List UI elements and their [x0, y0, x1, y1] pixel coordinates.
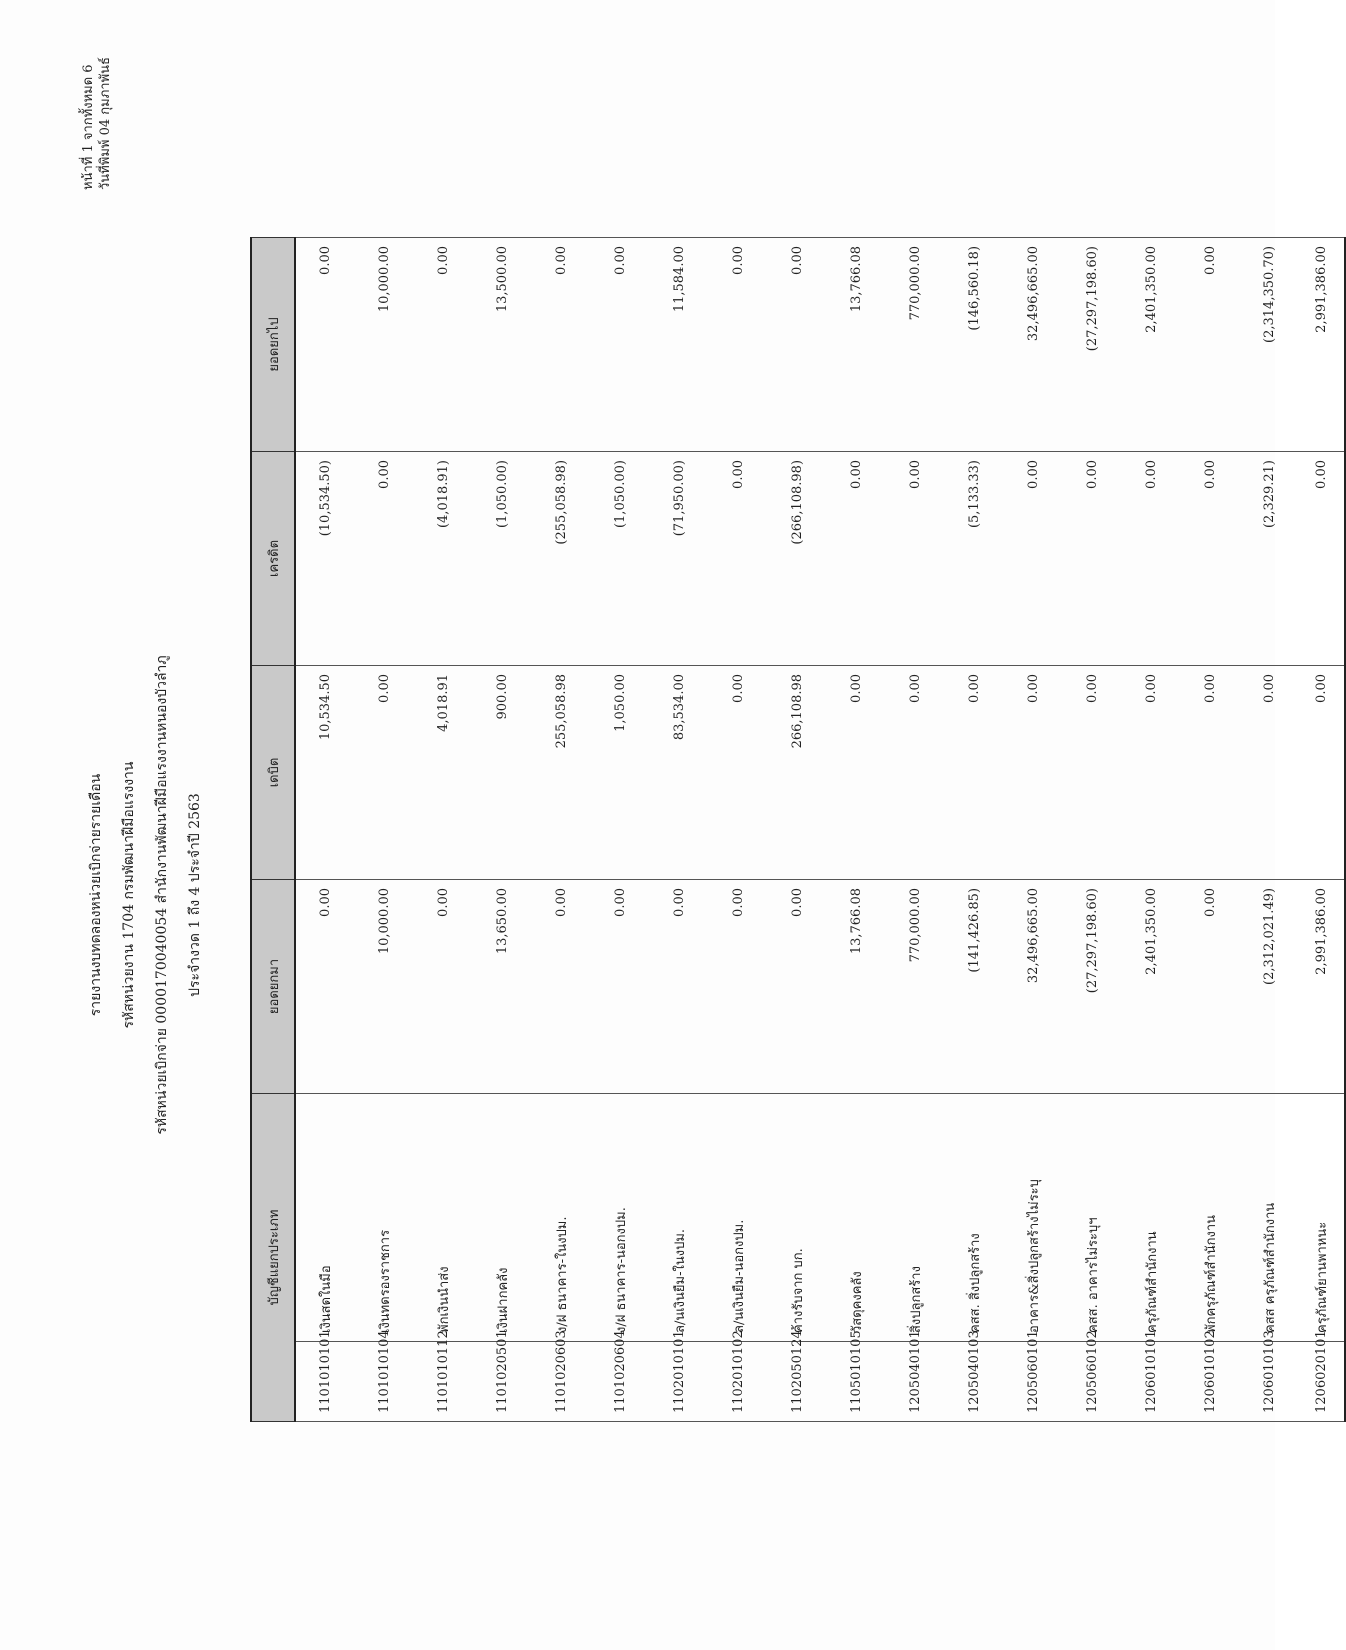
- account-name: ง/ฝ ธนาคาร-นอกงปม.: [591, 1093, 650, 1341]
- credit-amount: 0.00: [1122, 451, 1181, 665]
- account-code: 1206010102: [1181, 1342, 1240, 1422]
- account-name: ครุภัณฑ์สำนักงาน: [1122, 1093, 1181, 1341]
- opening-balance: 10,000.00: [355, 879, 414, 1093]
- print-date-line: วันที่พิมพ์ 04 กุมภาพันธ์: [98, 57, 113, 190]
- credit-amount: 0.00: [709, 451, 768, 665]
- table-row: [1240, 237, 1299, 1421]
- report-header: [80, 420, 212, 1370]
- table-row: [591, 237, 650, 1421]
- closing-balance: 0.00: [1181, 237, 1240, 451]
- header-opening-balance: ยอดยกมา: [251, 879, 295, 1093]
- closing-balance: (2,314,350.70): [1240, 237, 1299, 451]
- credit-amount: 0.00: [886, 451, 945, 665]
- account-code: 1205060102: [1063, 1342, 1122, 1422]
- disbursing-unit-line: รหัสหน่วยเบิกจ่าย 0000170040054 สำนักงานพัฒนาฝีมือแรงงานหนองบัวลำภู: [154, 655, 170, 1135]
- closing-balance: 0.00: [709, 237, 768, 451]
- table-row: [1004, 237, 1063, 1421]
- table-body: [295, 237, 1345, 1421]
- table-row: [1063, 237, 1122, 1421]
- credit-amount: 0.00: [1004, 451, 1063, 665]
- debit-amount: 83,534.00: [650, 665, 709, 879]
- header-debit: เดบิต: [251, 665, 295, 879]
- account-code: 1101010104: [355, 1342, 414, 1422]
- debit-amount: 0.00: [355, 665, 414, 879]
- account-name: คสส ครุภัณฑ์สำนักงาน: [1240, 1093, 1299, 1341]
- closing-balance: 0.00: [532, 237, 591, 451]
- account-name: พักครุภัณฑ์สำนักงาน: [1181, 1093, 1240, 1341]
- table-row: [1122, 237, 1181, 1421]
- page-info: [80, 20, 114, 190]
- account-code: 1101010112: [414, 1342, 473, 1422]
- debit-amount: 0.00: [886, 665, 945, 879]
- closing-balance: (27,297,198.60): [1063, 237, 1122, 451]
- opening-balance: 0.00: [295, 879, 355, 1093]
- header-credit: เครดิต: [251, 451, 295, 665]
- account-code: 1206020101: [1299, 1342, 1345, 1422]
- credit-amount: (266,108.98): [768, 451, 827, 665]
- closing-balance: 770,000.00: [886, 237, 945, 451]
- account-name: ค้างรับจาก บก.: [768, 1093, 827, 1341]
- opening-balance: 0.00: [591, 879, 650, 1093]
- opening-balance: 0.00: [709, 879, 768, 1093]
- debit-amount: 4,018.91: [414, 665, 473, 879]
- debit-amount: 0.00: [1240, 665, 1299, 879]
- account-code: 1205060101: [1004, 1342, 1063, 1422]
- closing-balance: 2,991,386.00: [1299, 237, 1345, 451]
- trial-balance-table: [250, 237, 1346, 1422]
- closing-balance: 13,500.00: [473, 237, 532, 451]
- opening-balance: 0.00: [768, 879, 827, 1093]
- account-name: พักเงินนำส่ง: [414, 1093, 473, 1341]
- opening-balance: 2,401,350.00: [1122, 879, 1181, 1093]
- account-code: 1102010101: [650, 1342, 709, 1422]
- closing-balance: 0.00: [414, 237, 473, 451]
- account-code: 1101020501: [473, 1342, 532, 1422]
- closing-balance: 11,584.00: [650, 237, 709, 451]
- account-name: สิ่งปลูกสร้าง: [886, 1093, 945, 1341]
- header-closing-balance: ยอดยกไป: [251, 237, 295, 451]
- debit-amount: 0.00: [1063, 665, 1122, 879]
- opening-balance: 0.00: [1181, 879, 1240, 1093]
- account-name: เงินสดในมือ: [295, 1093, 355, 1341]
- debit-amount: 0.00: [945, 665, 1004, 879]
- credit-amount: (10,534.50): [295, 451, 355, 665]
- opening-balance: (141,426.85): [945, 879, 1004, 1093]
- account-name: เงินฝากคลัง: [473, 1093, 532, 1341]
- closing-balance: (146,560.18): [945, 237, 1004, 451]
- opening-balance: (27,297,198.60): [1063, 879, 1122, 1093]
- debit-amount: 900.00: [473, 665, 532, 879]
- header-account: บัญชีแยกประเภท: [251, 1093, 295, 1421]
- account-name: อาคาร&สิ่งปลูกสร้างไม่ระบุ: [1004, 1093, 1063, 1341]
- table-header-row: [251, 237, 295, 1421]
- table-row: [473, 237, 532, 1421]
- credit-amount: 0.00: [1063, 451, 1122, 665]
- credit-amount: (1,050.00): [473, 451, 532, 665]
- debit-amount: 266,108.98: [768, 665, 827, 879]
- account-name: คสส. สิ่งปลูกสร้าง: [945, 1093, 1004, 1341]
- account-code: 1101020604: [591, 1342, 650, 1422]
- account-code: 1205040101: [886, 1342, 945, 1422]
- opening-balance: 770,000.00: [886, 879, 945, 1093]
- table-row: [945, 237, 1004, 1421]
- account-code: 1101010101: [295, 1342, 355, 1422]
- closing-balance: 10,000.00: [355, 237, 414, 451]
- table-row: [532, 237, 591, 1421]
- account-name: ล/นเงินยืม-ในงปม.: [650, 1093, 709, 1341]
- opening-balance: 32,496,665.00: [1004, 879, 1063, 1093]
- opening-balance: 13,650.00: [473, 879, 532, 1093]
- page-number-line: หน้าที่ 1 จากทั้งหมด 6: [81, 64, 96, 190]
- account-name: ครุภัณฑ์ยานพาหนะ: [1299, 1093, 1345, 1341]
- account-name: ล/นเงินยืม-นอกงปม.: [709, 1093, 768, 1341]
- account-code: 1102050124: [768, 1342, 827, 1422]
- opening-balance: (2,312,021.49): [1240, 879, 1299, 1093]
- credit-amount: 0.00: [1181, 451, 1240, 665]
- debit-amount: 0.00: [1299, 665, 1345, 879]
- credit-amount: (5,133.33): [945, 451, 1004, 665]
- debit-amount: 1,050.00: [591, 665, 650, 879]
- credit-amount: (71,950.00): [650, 451, 709, 665]
- credit-amount: (2,329.21): [1240, 451, 1299, 665]
- table-row: [709, 237, 768, 1421]
- account-name: คสส. อาคารไม่ระบุฯ: [1063, 1093, 1122, 1341]
- closing-balance: 0.00: [591, 237, 650, 451]
- account-code: 1101020603: [532, 1342, 591, 1422]
- credit-amount: 0.00: [355, 451, 414, 665]
- table-row: [1181, 237, 1240, 1421]
- debit-amount: 10,534.50: [295, 665, 355, 879]
- closing-balance: 13,766.08: [827, 237, 886, 451]
- account-name: ง/ฝ ธนาคาร-ในงปม.: [532, 1093, 591, 1341]
- credit-amount: 0.00: [827, 451, 886, 665]
- debit-amount: 0.00: [827, 665, 886, 879]
- opening-balance: 0.00: [532, 879, 591, 1093]
- account-name: วัสดุคงคลัง: [827, 1093, 886, 1341]
- credit-amount: (4,018.91): [414, 451, 473, 665]
- credit-amount: (255,058.98): [532, 451, 591, 665]
- opening-balance: 2,991,386.00: [1299, 879, 1345, 1093]
- account-code: 1206010103: [1240, 1342, 1299, 1422]
- report-title: รายงานงบทดลองหน่วยเบิกจ่ายรายเดือน: [88, 773, 104, 1017]
- credit-amount: (1,050.00): [591, 451, 650, 665]
- credit-amount: 0.00: [1299, 451, 1345, 665]
- account-name: เงินทดรองราชการ: [355, 1093, 414, 1341]
- debit-amount: 0.00: [1004, 665, 1063, 879]
- period-line: ประจำงวด 1 ถึง 4 ประจำปี 2563: [187, 793, 203, 997]
- debit-amount: 255,058.98: [532, 665, 591, 879]
- agency-line: รหัสหน่วยงาน 1704 กรมพัฒนาฝีมือแรงงาน: [121, 761, 137, 1029]
- opening-balance: 0.00: [650, 879, 709, 1093]
- table-row: [414, 237, 473, 1421]
- account-code: 1102010102: [709, 1342, 768, 1422]
- debit-amount: 0.00: [1181, 665, 1240, 879]
- debit-amount: 0.00: [1122, 665, 1181, 879]
- table-row: [768, 237, 827, 1421]
- account-code: 1205040103: [945, 1342, 1004, 1422]
- opening-balance: 13,766.08: [827, 879, 886, 1093]
- closing-balance: 2,401,350.00: [1122, 237, 1181, 451]
- closing-balance: 0.00: [768, 237, 827, 451]
- table-row: [827, 237, 886, 1421]
- closing-balance: 32,496,665.00: [1004, 237, 1063, 451]
- account-code: 1105010105: [827, 1342, 886, 1422]
- debit-amount: 0.00: [709, 665, 768, 879]
- closing-balance: 0.00: [295, 237, 355, 451]
- table-row: [295, 237, 355, 1421]
- table-row: [886, 237, 945, 1421]
- table-row: [355, 237, 414, 1421]
- table-row: [650, 237, 709, 1421]
- account-code: 1206010101: [1122, 1342, 1181, 1422]
- opening-balance: 0.00: [414, 879, 473, 1093]
- table-row: [1299, 237, 1345, 1421]
